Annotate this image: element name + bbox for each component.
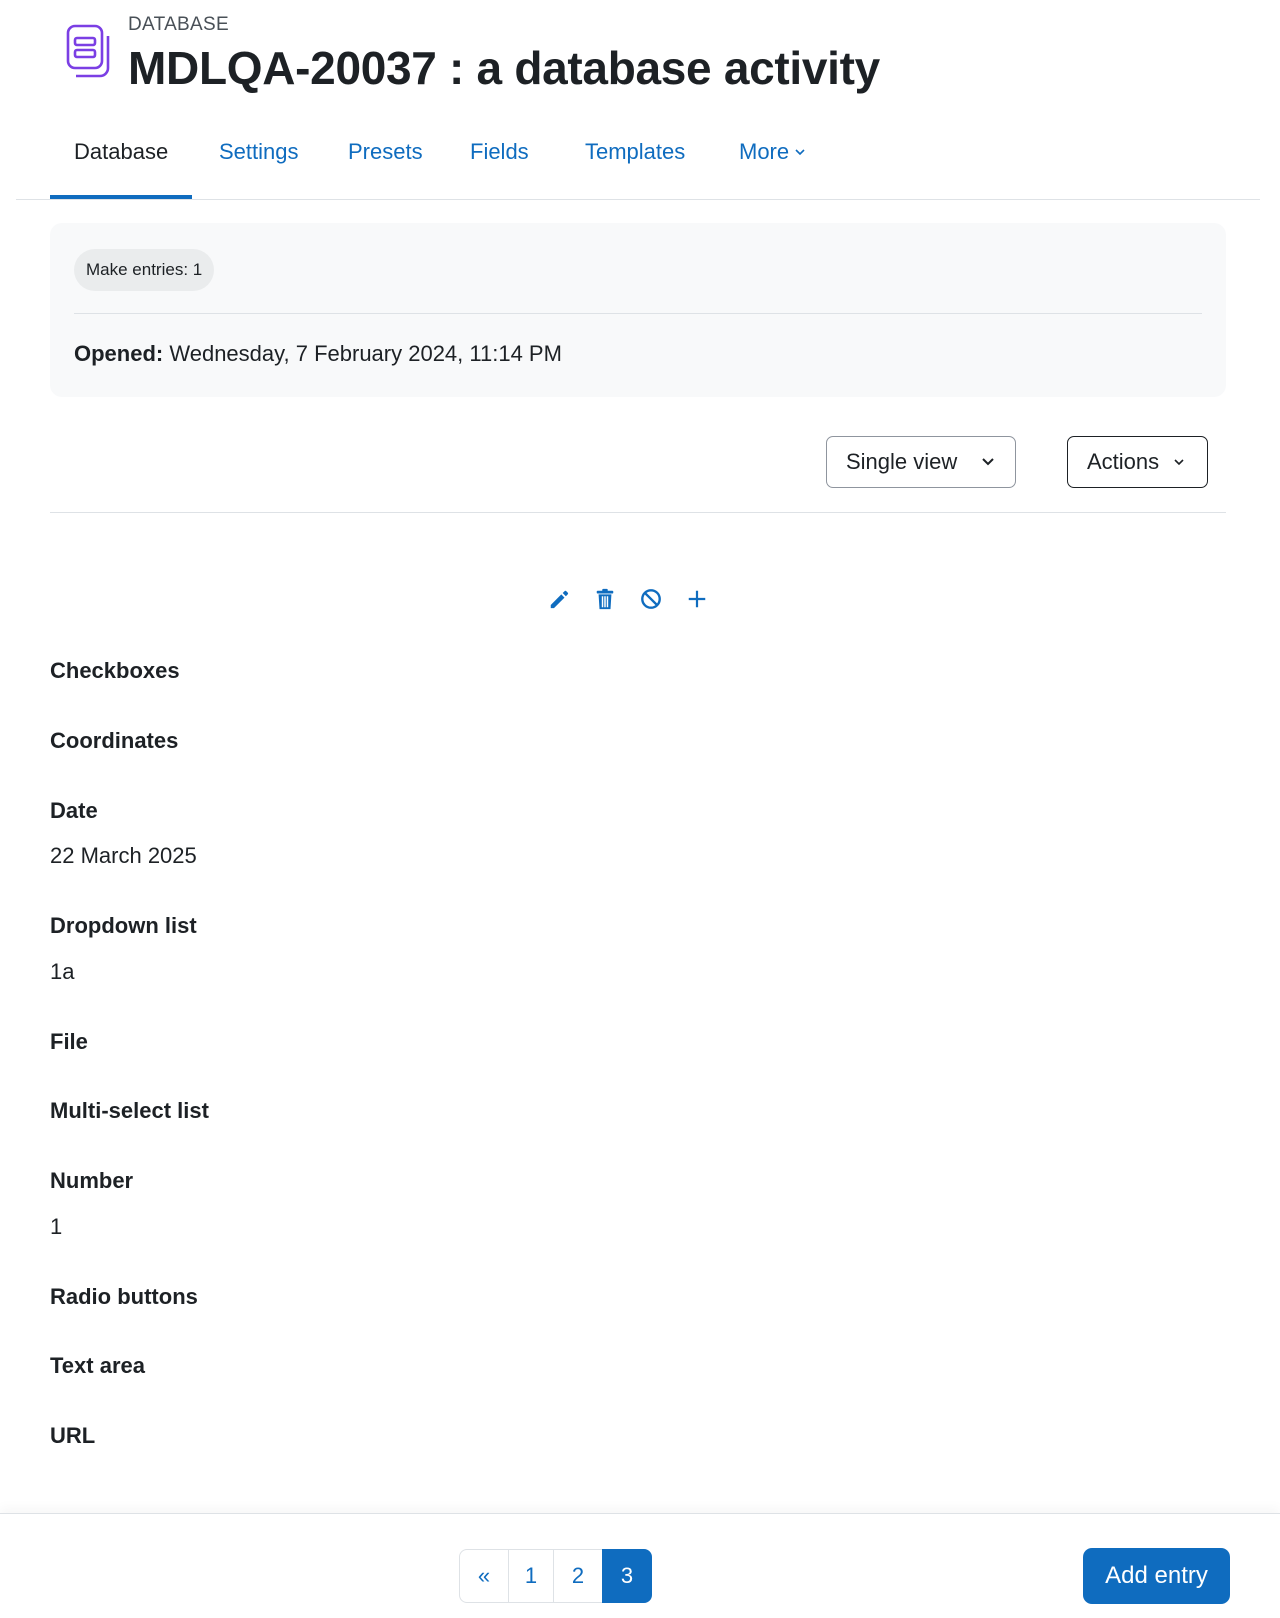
field-label-date: Date [50, 798, 98, 823]
field-label-number: Number [50, 1168, 134, 1193]
pagination-page-1[interactable]: 1 [508, 1549, 554, 1603]
tab-presets[interactable]: Presets [348, 139, 423, 164]
field-label-coordinates: Coordinates [50, 728, 179, 753]
pagination-page-2[interactable]: 2 [553, 1549, 603, 1603]
field-label-radio-buttons: Radio buttons [50, 1284, 198, 1309]
add-entry-button[interactable]: Add entry [1083, 1548, 1230, 1604]
field-label-file: File [50, 1029, 88, 1054]
activity-dates-box [50, 223, 1226, 397]
actions-menu-button[interactable]: Actions [1067, 436, 1208, 488]
tab-settings[interactable]: Settings [219, 139, 299, 164]
pagination-previous[interactable]: « [459, 1549, 509, 1603]
divider [50, 512, 1226, 513]
pagination [459, 1549, 652, 1603]
secondary-navigation [16, 120, 1260, 200]
opened-label: Opened: [74, 341, 164, 366]
disapprove-icon[interactable] [640, 586, 662, 612]
pagination-page-3-current[interactable]: 3 [602, 1549, 652, 1603]
tab-fields[interactable]: Fields [470, 139, 529, 164]
chevron-down-icon [981, 455, 995, 469]
view-mode-select[interactable]: Single view [826, 436, 1016, 488]
opened-value: Wednesday, 7 February 2024, 11:14 PM [169, 341, 562, 366]
field-label-text-area: Text area [50, 1353, 145, 1378]
field-label-dropdown-list: Dropdown list [50, 913, 197, 938]
delete-icon[interactable] [594, 586, 616, 612]
page-title: MDLQA-20037 : a database activity [128, 42, 880, 94]
activity-type-label: DATABASE [128, 14, 229, 35]
completion-badge: Make entries: 1 [74, 249, 214, 291]
field-value-number: 1 [50, 1214, 63, 1239]
field-label-multi-select-list: Multi-select list [50, 1098, 209, 1123]
database-activity-icon [66, 24, 112, 80]
add-icon[interactable] [686, 586, 708, 612]
edit-icon[interactable] [548, 586, 570, 612]
chevron-down-icon [1173, 455, 1185, 469]
field-value-dropdown-list: 1a [50, 959, 75, 984]
field-label-checkboxes: Checkboxes [50, 658, 180, 683]
field-value-date: 22 March 2025 [50, 843, 197, 868]
chevron-down-icon [795, 147, 805, 157]
tab-more[interactable]: More [715, 120, 829, 199]
tab-templates[interactable]: Templates [585, 139, 686, 164]
page-header [66, 14, 880, 96]
field-label-url: URL [50, 1423, 96, 1448]
tab-database[interactable]: Database [50, 120, 192, 199]
divider [74, 313, 1202, 314]
opened-date [74, 341, 562, 367]
sticky-footer [0, 1513, 1280, 1618]
entry-actions [548, 586, 708, 612]
